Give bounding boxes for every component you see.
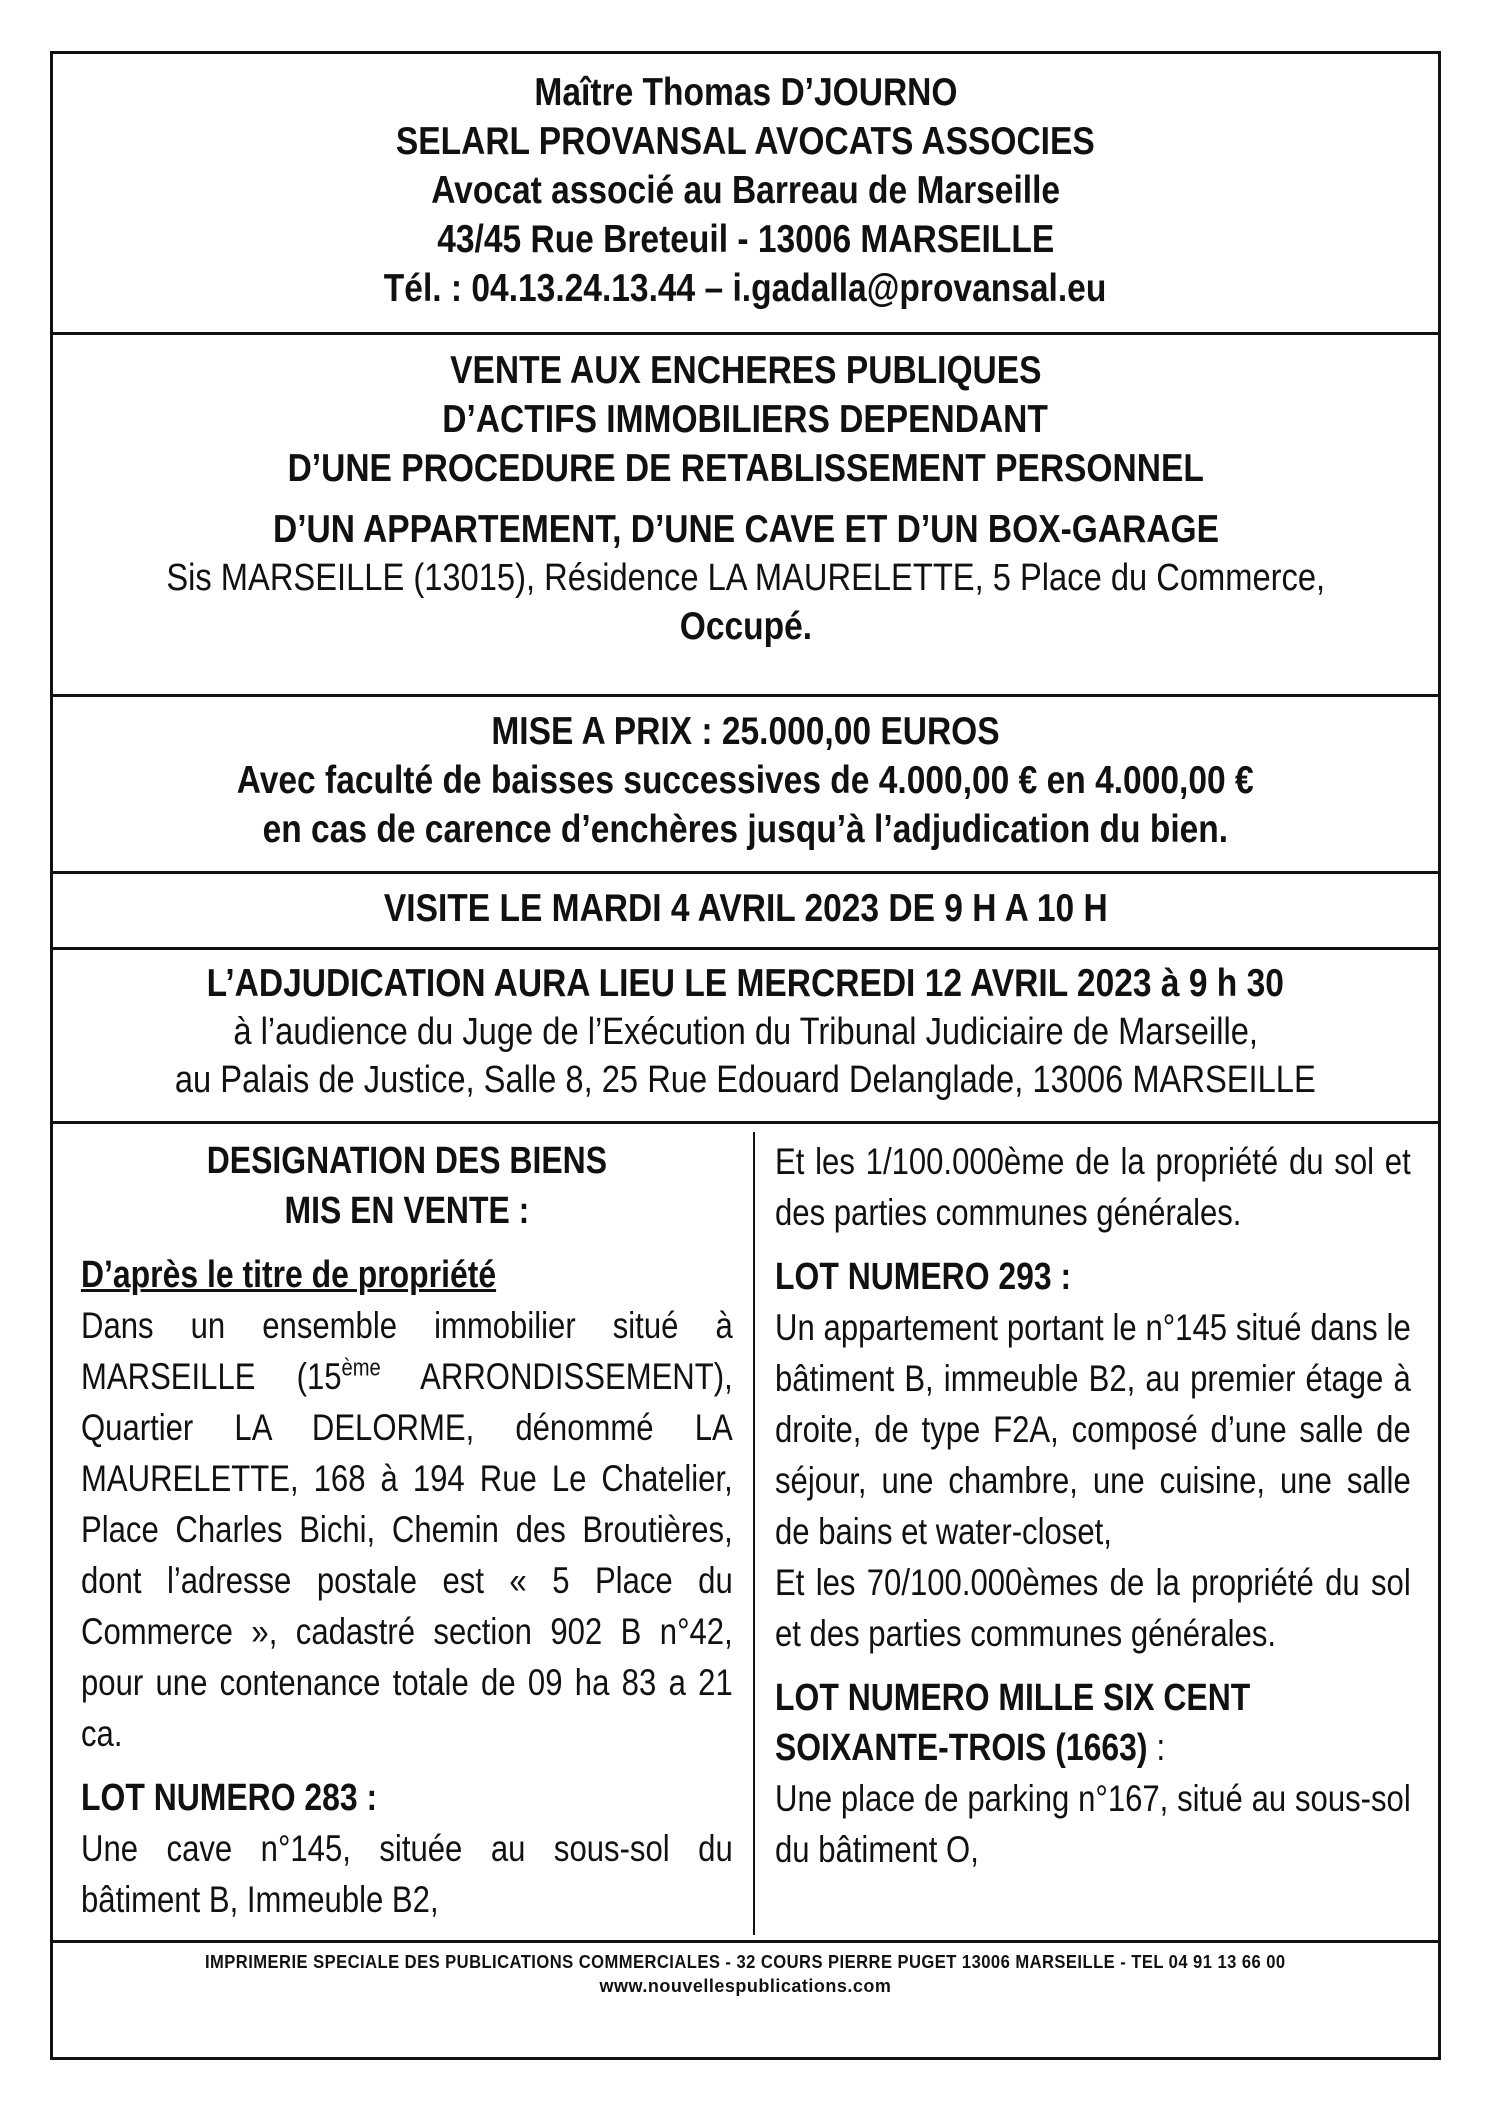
firm-address: 43/45 Rue Breteuil - 13006 MARSEILLE (437, 218, 1054, 261)
adjudication-court: à l’audience du Juge de l’Exécution du Tribunal Judiciaire de Marseille, (233, 1011, 1258, 1053)
price-reduction: Avec faculté de baisses successives de 4.000,00 € en 4.000,00 € (237, 759, 1254, 802)
notice-frame (50, 51, 1441, 2060)
printer-address: IMPRIMERIE SPECIALE DES PUBLICATIONS COMMERCIALES - 32 COURS PIERRE PUGET 13006 MARSEILLE - TEL 04 91 13 66 00 (205, 1952, 1286, 1972)
sale-address: Sis MARSEILLE (13015), Résidence LA MAURELETTE, 5 Place du Commerce, (166, 557, 1325, 599)
sale-title-3: D’UNE PROCEDURE DE RETABLISSEMENT PERSONNEL (287, 447, 1204, 490)
price-title: MISE A PRIX : 25.000,00 EUROS (491, 710, 1000, 753)
designation-heading-2: MIS EN VENTE : (284, 1190, 530, 1232)
lot-293-share: Et les 70/100.000èmes de la propriété du sol et des parties communes générales. (775, 1562, 1411, 1654)
lot-283-text: Une cave n°145, située au sous-sol du bâtiment B, Immeuble B2, (81, 1828, 733, 1920)
lot-283-share: Et les 1/100.000ème de la propriété du sol et des parties communes générales. (775, 1141, 1411, 1233)
property-description: Dans un ensemble immobilier situé à MARSEILLE (15ème ARRONDISSEMENT), Quartier LA DELORME, dénommé LA MAURELETTE, 168 à 194 Rue Le Chatelier, Place Charles Bichi, Chemin des Broutières, dont l’adresse postale est « 5 Place du Commerce », cadastré section 902 B n°42, pour une contenance totale de 09 ha 83 a 21 ca. (81, 1305, 733, 1754)
lot-1663-title: LOT NUMERO MILLE SIX CENT SOIXANTE-TROIS (1663) : (775, 1677, 1251, 1769)
sale-title-2: D’ACTIFS IMMOBILIERS DEPENDANT (442, 398, 1049, 441)
occupancy-status: Occupé. (679, 605, 812, 648)
divider (53, 947, 1438, 950)
lawyer-name: Maître Thomas D’JOURNO (533, 71, 958, 114)
printer-footer (53, 1950, 1438, 1998)
lot-283-title: LOT NUMERO 283 : (81, 1777, 378, 1819)
printer-website[interactable]: www.nouvellespublications.com (599, 1976, 892, 1996)
firm-name: SELARL PROVANSAL AVOCATS ASSOCIES (396, 120, 1095, 163)
visit-info (53, 884, 1438, 933)
designation-heading-1: DESIGNATION DES BIENS (206, 1140, 607, 1182)
divider (53, 694, 1438, 697)
left-column (81, 1136, 733, 1925)
firm-contact: Tél. : 04.13.24.13.44 – i.gadalla@provansal.eu (384, 267, 1107, 310)
divider (53, 1121, 1438, 1124)
adjudication-place: au Palais de Justice, Salle 8, 25 Rue Edouard Delanglade, 13006 MARSEILLE (175, 1059, 1316, 1101)
divider (53, 332, 1438, 335)
visit-date: VISITE LE MARDI 4 AVRIL 2023 DE 9 H A 10 H (383, 887, 1108, 930)
reserve-price (53, 707, 1438, 854)
lot-293-text: Un appartement portant le n°145 situé dans le bâtiment B, immeuble B2, au premier étage à droite, de type F2A, composé d’une salle de séjour, une chambre, une cuisine, une salle de bains et water-closet, (775, 1307, 1411, 1552)
lot-1663-text: Une place de parking n°167, situé au sous-sol du bâtiment O, (775, 1778, 1411, 1870)
right-column (775, 1136, 1411, 1875)
divider (53, 1940, 1438, 1943)
column-divider (753, 1132, 755, 1935)
bar-membership: Avocat associé au Barreau de Marseille (431, 169, 1060, 212)
adjudication-title: L’ADJUDICATION AURA LIEU LE MERCREDI 12 AVRIL 2023 à 9 h 30 (206, 962, 1285, 1005)
lot-293-title: LOT NUMERO 293 : (775, 1256, 1072, 1298)
price-condition: en cas de carence d’enchères jusqu’à l’adjudication du bien. (262, 808, 1229, 851)
sale-object: D’UN APPARTEMENT, D’UNE CAVE ET D’UN BOX-GARAGE (272, 508, 1219, 551)
title-deed-heading: D’après le titre de propriété (81, 1254, 497, 1296)
adjudication-info (53, 959, 1438, 1104)
lawyer-header (53, 68, 1438, 313)
sale-title-1: VENTE AUX ENCHERES PUBLIQUES (449, 349, 1042, 392)
divider (53, 871, 1438, 874)
sale-description (53, 346, 1438, 651)
